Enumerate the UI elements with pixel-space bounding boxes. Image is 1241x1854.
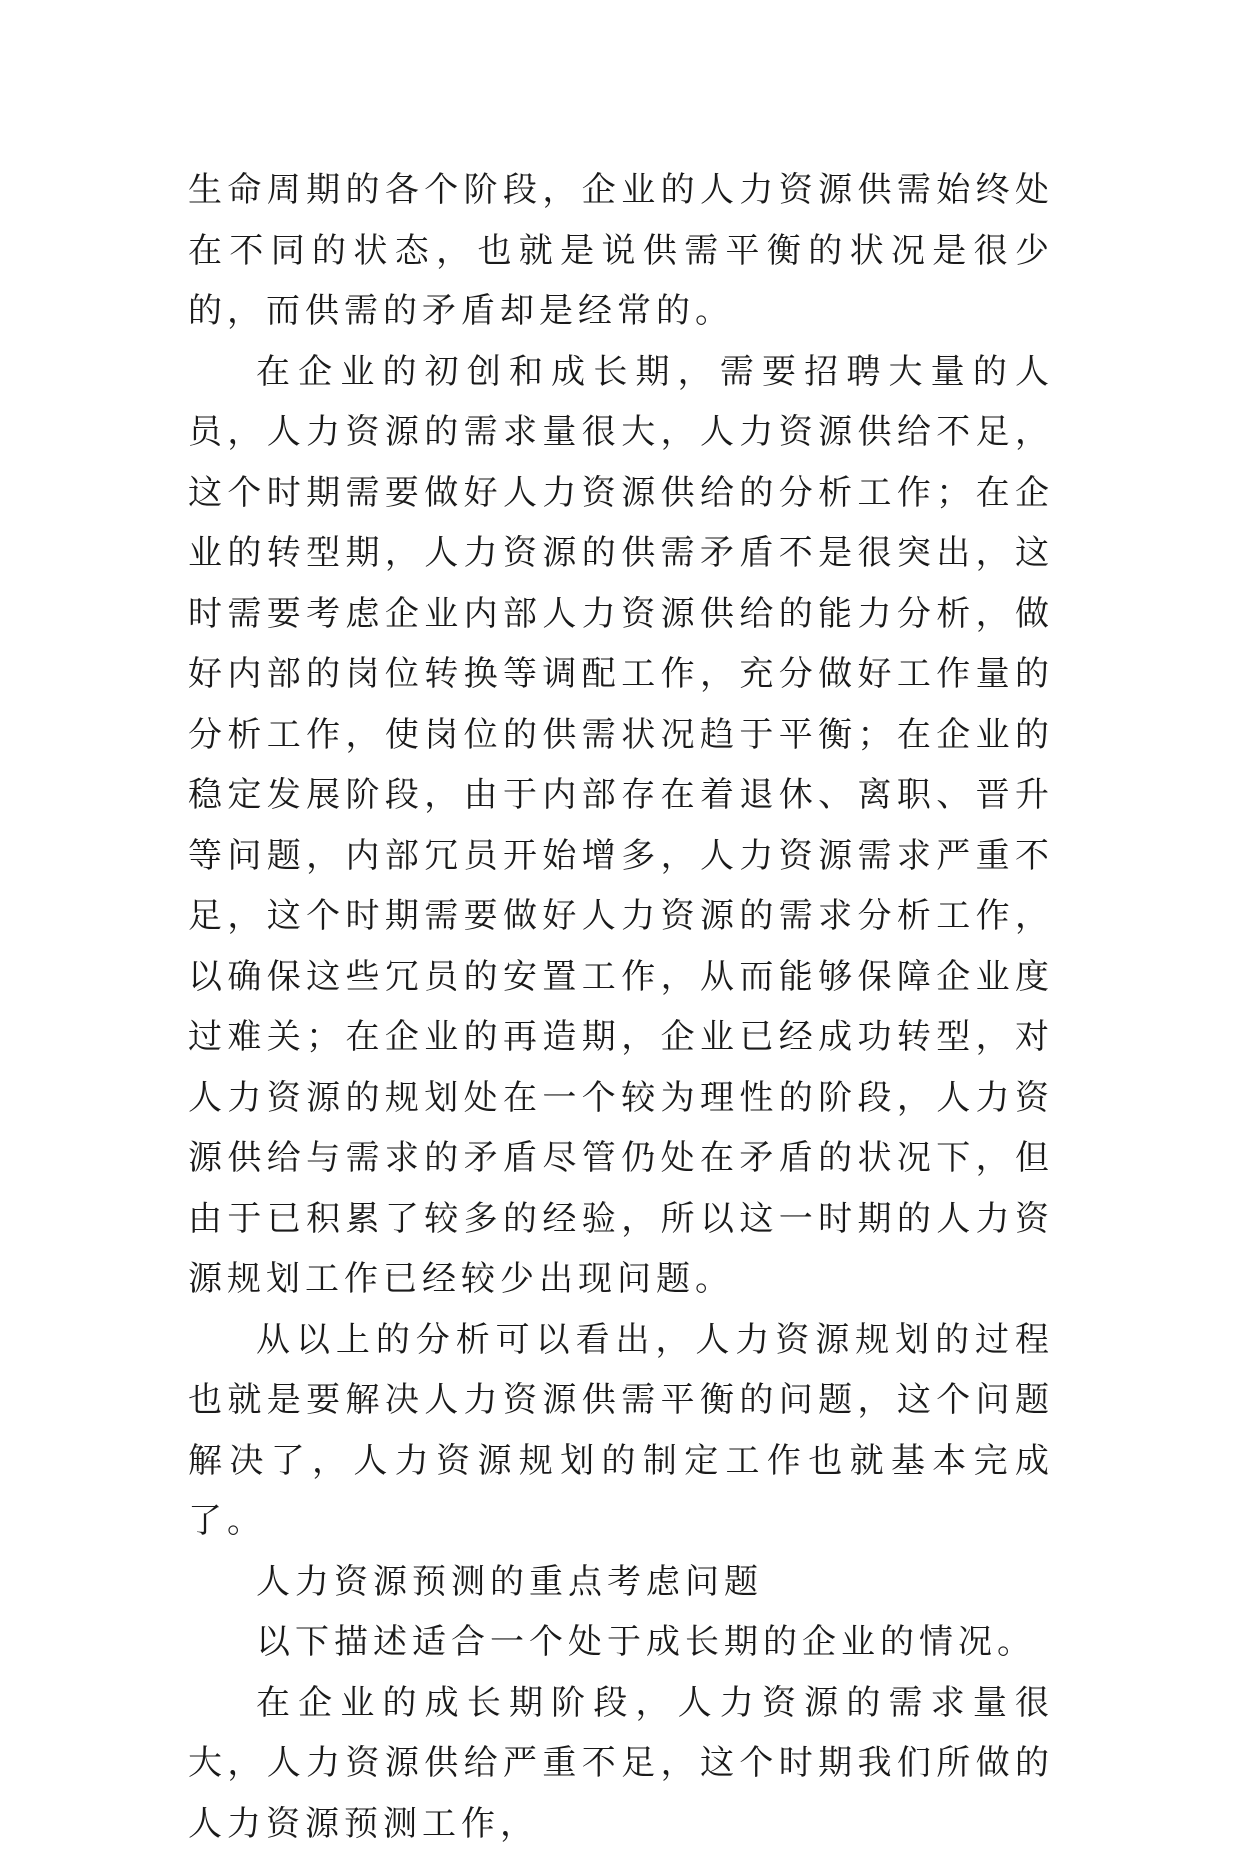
section-heading: 人力资源预测的重点考虑问题	[188, 1552, 1054, 1613]
paragraph-conclusion: 从以上的分析可以看出，人力资源规划的过程也就是要解决人力资源供需平衡的问题，这个问题解决了，人力资源规划的制定工作也就基本完成了。	[188, 1310, 1054, 1552]
paragraph-growth-stage: 在企业的成长期阶段，人力资源的需求量很大，人力资源供给严重不足，这个时期我们所做的人力资源预测工作，	[188, 1673, 1054, 1854]
paragraph-continuation: 生命周期的各个阶段，企业的人力资源供需始终处在不同的状态，也就是说供需平衡的状况是很少的，而供需的矛盾却是经常的。	[188, 160, 1054, 342]
document-body	[188, 160, 1054, 1854]
paragraph-intro: 以下描述适合一个处于成长期的企业的情况。	[188, 1612, 1054, 1673]
paragraph-lifecycle-stages: 在企业的初创和成长期，需要招聘大量的人员，人力资源的需求量很大，人力资源供给不足，这个时期需要做好人力资源供给的分析工作；在企业的转型期，人力资源的供需矛盾不是很突出，这时需要考虑企业内部人力资源供给的能力分析，做好内部的岗位转换等调配工作，充分做好工作量的分析工作，使岗位的供需状况趋于平衡；在企业的稳定发展阶段，由于内部存在着退休、离职、晋升等问题，内部冗员开始增多，人力资源需求严重不足，这个时期需要做好人力资源的需求分析工作，以确保这些冗员的安置工作，从而能够保障企业度过难关；在企业的再造期，企业已经成功转型，对人力资源的规划处在一个较为理性的阶段，人力资源供给与需求的矛盾尽管仍处在矛盾的状况下，但由于已积累了较多的经验，所以这一时期的人力资源规划工作已经较少出现问题。	[188, 342, 1054, 1310]
